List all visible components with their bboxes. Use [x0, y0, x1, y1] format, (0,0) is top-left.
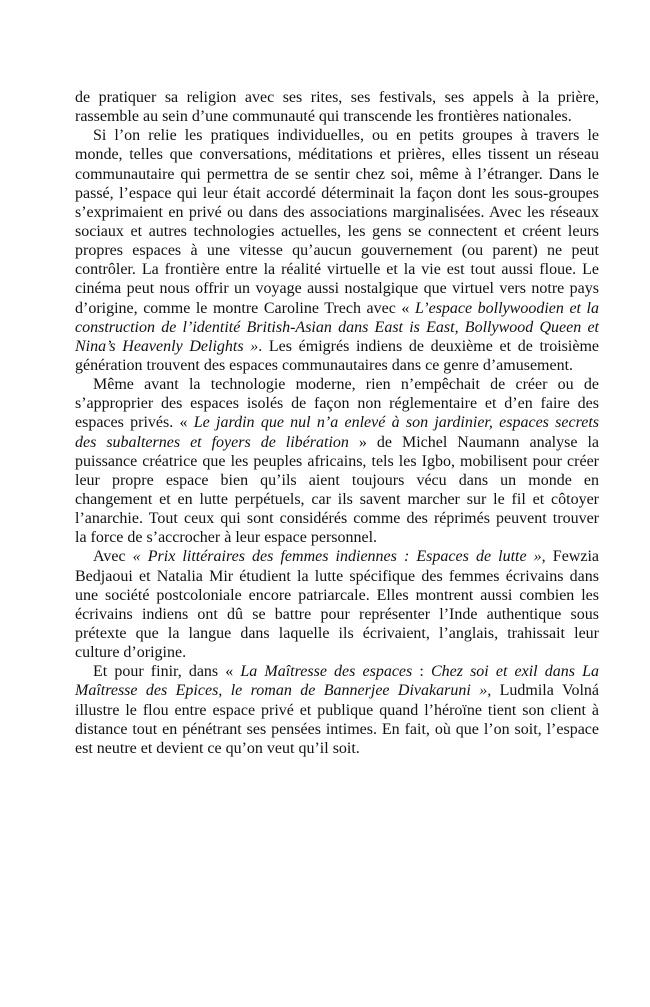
text-segment: . Les émigrés indiens de deuxième et de troisième	[258, 337, 600, 355]
text-segment: espaces privés. «	[75, 414, 194, 432]
text-line	[75, 720, 599, 739]
italic-title-text: « Prix littéraires des femmes indiennes : Espaces de lutte »,	[132, 548, 546, 566]
text-segment: Si l’on relie les pratiques individuelles, ou en petits groupes à travers le	[93, 127, 599, 145]
text-segment: Ludmila Volná	[491, 682, 599, 700]
text-segment: d’origine, comme le montre Caroline Trech avec «	[75, 299, 415, 317]
paragraph	[75, 662, 599, 758]
text-line	[75, 356, 599, 375]
text-segment: génération trouvent des espaces communautaires dans ce genre d’amusement.	[75, 356, 574, 374]
italic-title-text: construction de l’identité British-Asian dans East is East, Bollywood Queen et	[75, 318, 599, 336]
text-segment: » de Michel Naumann analyse la	[348, 433, 599, 451]
text-line	[75, 107, 599, 126]
text-line	[75, 375, 599, 394]
text-line	[75, 165, 599, 184]
text-line	[75, 126, 599, 145]
paragraph	[75, 375, 599, 547]
text-segment: s’approprier des espaces isolés de façon non réglementaire et d’en faire des	[75, 395, 599, 413]
text-segment: est neutre et devient ce qu’on veut qu’il soit.	[75, 739, 360, 757]
text-line	[75, 222, 599, 241]
text-line	[75, 509, 599, 528]
text-segment: sociaux et autres technologies actuelles, les gens se connectent et créent leurs	[75, 222, 599, 240]
text-segment: Et pour finir, dans «	[93, 663, 241, 681]
text-segment: passé, l’espace qui leur était accordé déterminait la façon dont les sous-groupes	[75, 184, 599, 202]
text-segment: changement et en lutte perpétuels, car ils savent marcher sur le fil et côtoyer	[75, 490, 599, 508]
text-segment: cinéma peut nous offrir un voyage aussi nostalgique que virtuel vers notre pays	[75, 280, 599, 298]
text-line	[75, 624, 599, 643]
text-segment: Fewzia	[545, 548, 599, 566]
italic-title-text: La Maîtresse des espaces	[240, 663, 413, 681]
text-line	[75, 241, 599, 260]
text-line	[75, 662, 599, 681]
text-line	[75, 394, 599, 413]
italic-title-text: Nina’s Heavenly Delights »	[75, 337, 259, 355]
text-line	[75, 337, 599, 356]
text-segment: Même avant la technologie moderne, rien n’empêchait de créer ou de	[93, 376, 599, 394]
text-line	[75, 643, 599, 662]
text-line	[75, 547, 599, 566]
text-line	[75, 433, 599, 452]
text-segment: rassemble au sein d’une communauté qui transcende les frontières nationales.	[75, 108, 572, 126]
text-line	[75, 452, 599, 471]
italic-title-text: Le jardin que nul n’a enlevé à son jardinier, espaces secrets	[193, 414, 600, 432]
text-segment: :	[412, 663, 431, 681]
text-segment: s’exprimaient en privé ou dans des associations marginalisées. Avec les réseaux	[75, 203, 599, 221]
text-segment: Avec	[93, 548, 133, 566]
text-segment: propres espaces à une vitesse qu’aucun gouvernement (ou parent) ne peut	[75, 242, 599, 260]
text-line	[75, 567, 599, 586]
italic-title-text: Maîtresse des Epices, le roman de Bannerjee Divakaruni »,	[75, 682, 492, 700]
text-line	[75, 260, 599, 279]
text-segment: communautaire qui permettra de se sentir chez soi, même à l’étranger. Dans le	[75, 165, 599, 183]
text-line	[75, 490, 599, 509]
text-segment: écrivains indiens ont dû se battre pour représenter l’Inde authentique sous	[75, 605, 599, 623]
text-segment: contrôler. La frontière entre la réalité virtuelle et la vie est tout aussi floue. Le	[75, 261, 599, 279]
italic-title-text: L’espace bollywoodien et la	[414, 299, 599, 317]
text-segment: la force de s’accrocher à leur espace personnel.	[75, 529, 378, 547]
text-line	[75, 279, 599, 298]
text-line	[75, 471, 599, 490]
text-line	[75, 88, 599, 107]
text-segment: leur propre espace bien qu’ils aient toujours vécu dans un monde en	[75, 471, 599, 489]
text-segment: illustre le flou entre espace privé et publique quand l’héroïne tient son client à	[75, 701, 599, 719]
text-segment: l’anarchie. Tout ceux qui sont considérés comme des réprimés peuvent trouver	[75, 510, 599, 528]
paragraph	[75, 126, 599, 375]
text-line	[75, 739, 599, 758]
text-segment: prétexte que la langue dans laquelle ils écrivaient, l’anglais, trahissait leur	[75, 624, 599, 642]
text-segment: distance tout en pénétrant ses pensées intimes. En fait, où que l’on soit, l’espace	[75, 720, 599, 738]
italic-title-text: des subalternes et foyers de libération	[75, 433, 349, 451]
text-line	[75, 413, 599, 432]
text-line	[75, 701, 599, 720]
text-line	[75, 586, 599, 605]
text-line	[75, 299, 599, 318]
text-line	[75, 145, 599, 164]
text-line	[75, 318, 599, 337]
text-line	[75, 203, 599, 222]
text-segment: une société postcoloniale encore patriarcale. Elles montrent aussi combien les	[75, 586, 599, 604]
text-segment: monde, telles que conversations, méditations et prières, elles tissent un réseau	[75, 146, 599, 164]
italic-title-text: Chez soi et exil dans La	[430, 663, 600, 681]
paragraph	[75, 88, 599, 126]
text-line	[75, 528, 599, 547]
text-segment: Bedjaoui et Natalia Mir étudient la lutte spécifique des femmes écrivains dans	[75, 567, 599, 585]
document-body	[75, 88, 599, 758]
paragraph	[75, 547, 599, 662]
text-line	[75, 184, 599, 203]
text-line	[75, 681, 599, 700]
text-segment: de pratiquer sa religion avec ses rites, ses festivals, ses appels à la prière,	[75, 89, 599, 106]
text-segment: puissance créatrice que les peuples africains, tels les Igbo, mobilisent pour créer	[75, 452, 599, 470]
text-line	[75, 605, 599, 624]
text-segment: culture d’origine.	[75, 644, 187, 662]
